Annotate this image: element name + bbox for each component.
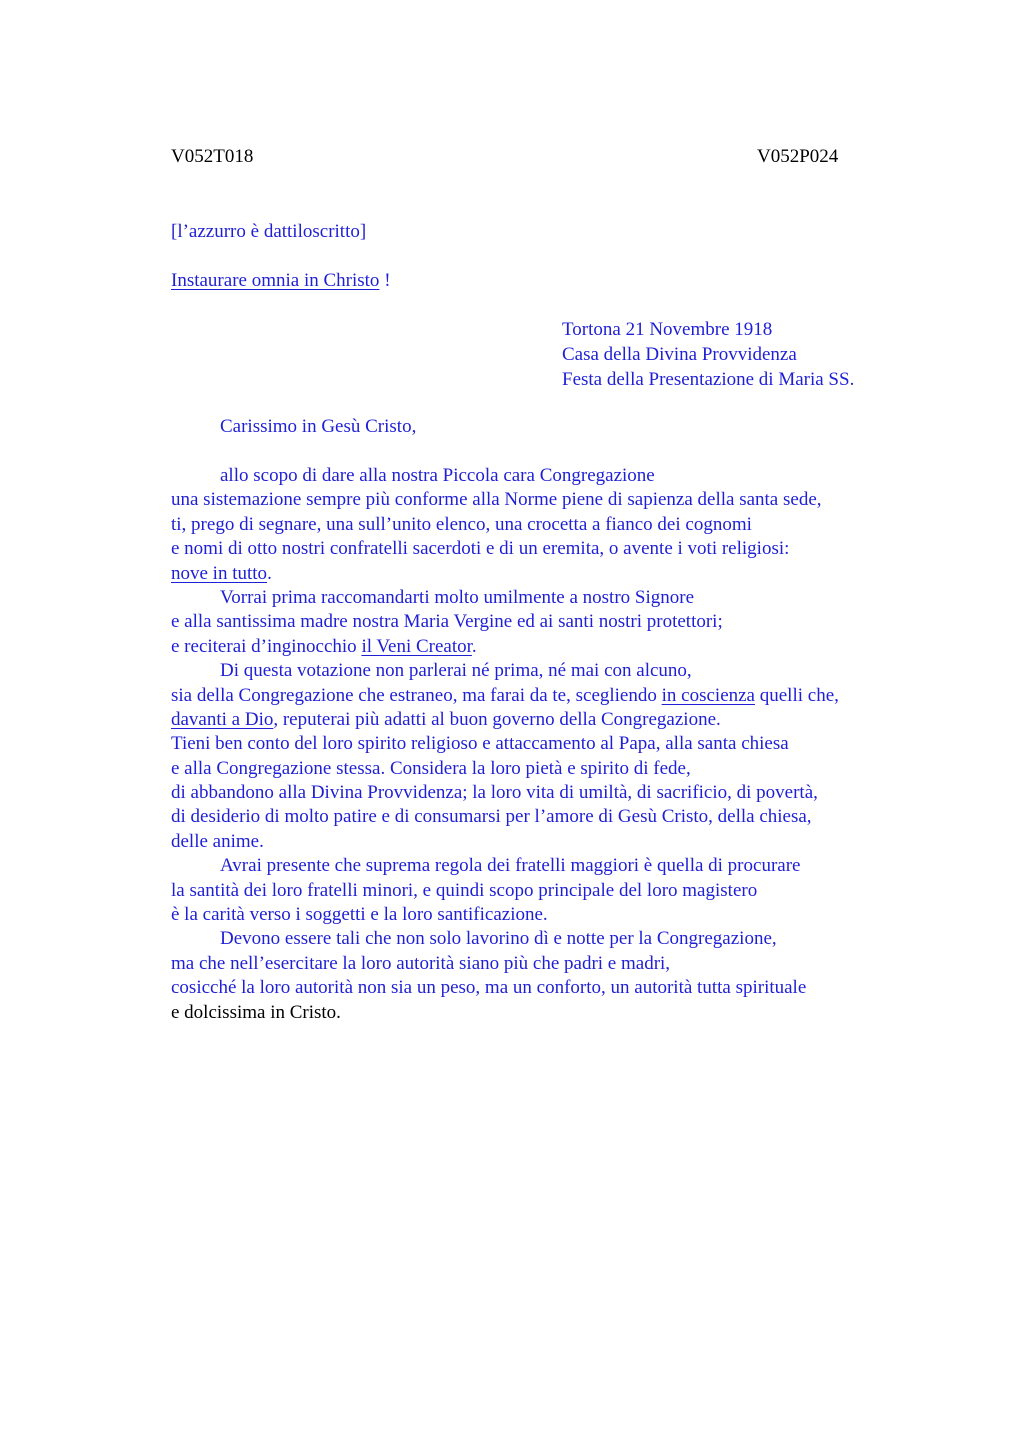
- underlined-phrase: davanti a Dio: [171, 708, 274, 730]
- body-line: Devono essere tali che non solo lavorino dì e notte per la Congregazione,: [220, 928, 777, 950]
- body-line: Di questa votazione non parlerai né prima, né mai con alcuno,: [220, 660, 692, 682]
- body-line: Vorrai prima raccomandarti molto umilmente a nostro Signore: [220, 586, 694, 608]
- document-code-right: V052P024: [757, 146, 839, 167]
- body-line: e alla santissima madre nostra Maria Vergine ed ai santi nostri protettori;: [171, 611, 723, 633]
- underlined-phrase: nove in tutto: [171, 562, 268, 584]
- underlined-phrase: in coscienza: [661, 684, 755, 706]
- body-line: la santità dei loro fratelli minori, e quindi scopo principale del loro magistero: [171, 879, 758, 901]
- underlined-phrase: il Veni Creator: [361, 635, 472, 657]
- body-line: Avrai presente che suprema regola dei fratelli maggiori è quella di procurare: [220, 855, 801, 877]
- body-line: e alla Congregazione stessa. Considera la loro pietà e spirito di fede,: [171, 757, 691, 779]
- body-line: cosicché la loro autorità non sia un peso, ma un conforto, un autorità tutta spirituale: [171, 977, 807, 999]
- body-line: [171, 708, 931, 732]
- body-line: ti, prego di segnare, una sull’unito elenco, una crocetta a fianco dei cognomi: [171, 513, 752, 535]
- letter-body: [171, 464, 931, 1025]
- body-line: una sistemazione sempre più conforme alla Norme piene di sapienza della santa sede,: [171, 489, 822, 511]
- body-line: è la carità verso i soggetti e la loro santificazione.: [171, 904, 548, 926]
- body-line: di abbandono alla Divina Provvidenza; la loro vita di umiltà, di sacrificio, di povertà,: [171, 782, 818, 804]
- body-text-fragment: e reciterai d’inginocchio: [171, 635, 362, 657]
- place-line: Casa della Divina Provvidenza: [562, 344, 797, 365]
- motto-tail: !: [379, 270, 391, 291]
- body-line: di desiderio di molto patire e di consumarsi per l’amore di Gesù Cristo, della chiesa,: [171, 806, 812, 828]
- body-text-fragment: sia della Congregazione che estraneo, ma farai da te, scegliendo: [171, 684, 662, 706]
- body-line: Tieni ben conto del loro spirito religioso e attaccamento al Papa, alla santa chiesa: [171, 733, 789, 755]
- editorial-note: [l’azzurro è dattiloscritto]: [171, 221, 367, 242]
- body-text-fragment: , reputerai più adatti al buon governo della Congregazione.: [273, 708, 721, 730]
- closing-line: e dolcissima in Cristo.: [171, 1001, 341, 1023]
- motto-underlined: Instaurare omnia in Christo: [171, 270, 380, 291]
- body-text-fragment: quelli che,: [755, 684, 839, 706]
- body-line: allo scopo di dare alla nostra Piccola cara Congregazione: [220, 465, 655, 486]
- body-text-fragment: .: [267, 562, 272, 584]
- date-line: Tortona 21 Novembre 1918: [562, 319, 773, 340]
- document-code-left: V052T018: [171, 146, 254, 167]
- date-place-block: [562, 317, 854, 392]
- body-line: ma che nell’esercitare la loro autorità siano più che padri e madri,: [171, 952, 671, 974]
- feast-line: Festa della Presentazione di Maria SS.: [562, 369, 855, 390]
- body-line: e nomi di otto nostri confratelli sacerdoti e di un eremita, o avente i voti religiosi:: [171, 538, 790, 560]
- motto: [171, 270, 391, 292]
- body-line: [171, 684, 931, 708]
- body-text-fragment: .: [471, 635, 477, 657]
- salutation: Carissimo in Gesù Cristo,: [220, 416, 417, 437]
- body-line: [171, 562, 931, 586]
- body-line: delle anime.: [171, 830, 264, 852]
- body-line: [171, 635, 931, 659]
